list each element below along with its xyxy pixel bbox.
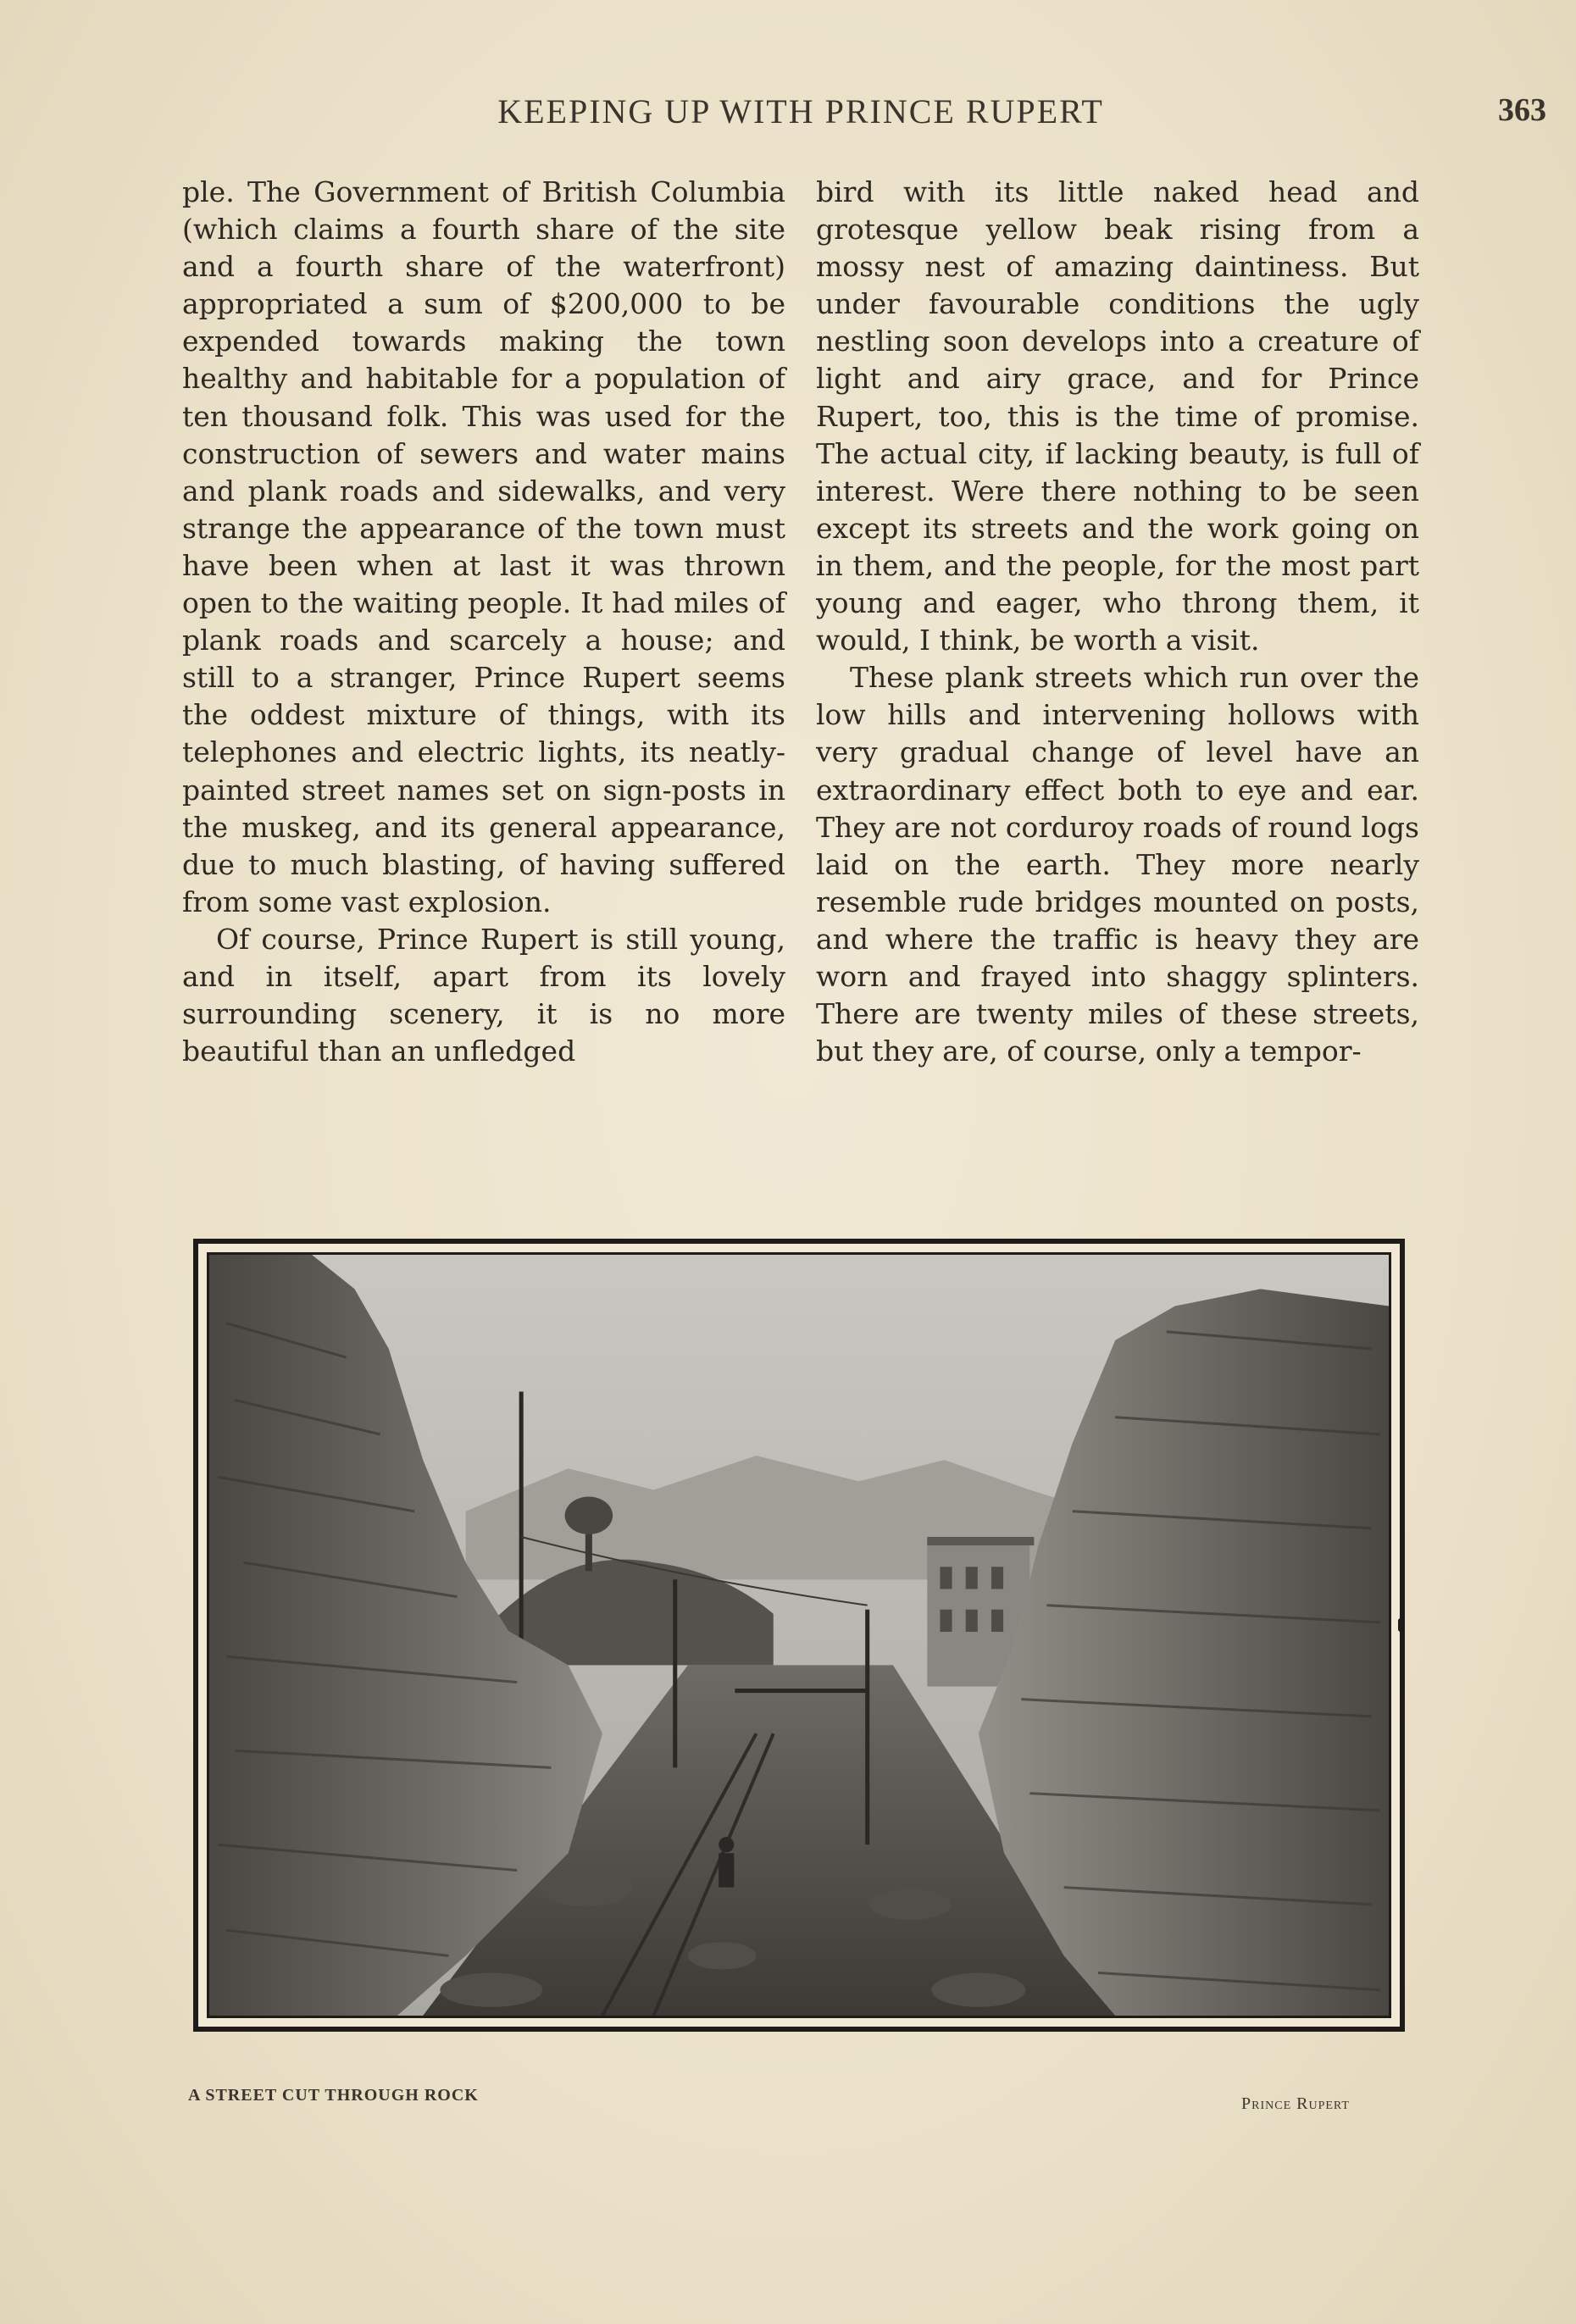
running-title: KEEPING UP WITH PRINCE RUPERT bbox=[497, 92, 1104, 130]
paragraph: These plank streets which run over the low hills and intervening hollows with very gradual change of level have an extraordinary effect both to eye and ear. They are not corduroy roads of round logs laid on the earth. They more nearly resemble rude bridges mounted on posts, and where the traffic is heavy they are worn and frayed into shaggy splinters. There are twenty miles of these streets, but they are, of course, only a tempor- bbox=[816, 661, 1419, 1068]
paragraph: Of course, Prince Rupert is still young, and in itself, apart from its lovely surrounding scenery, it is no more beautiful than an unfledged bbox=[182, 922, 785, 1068]
building-roofline bbox=[927, 1537, 1034, 1545]
workman-figure bbox=[719, 1837, 734, 1888]
page-number: 363 bbox=[1498, 92, 1546, 128]
text-column-left bbox=[182, 174, 785, 1070]
stray-ink-mark bbox=[1398, 1618, 1403, 1632]
paragraph: ple. The Government of British Columbia (which claims a fourth share of the site and a fourth share of the waterfront) appropriated a sum of $200,000 to be expended towards making the town healthy and habitable for a population of ten thousand folk. This was used for the construction of sewers and water mains and plank roads and sidewalks, and very strange the appearance of the town must have been when at last it was thrown open to the waiting people. It had miles of plank roads and scarcely a house; and still to a stranger, Prince Rupert seems the oddest mixture of things, with its telephones and electric lights, its neatly-painted street names set on sign-posts in the muskeg, and its general appearance, due to much blasting, of having suffered from some vast explosion. bbox=[182, 175, 785, 918]
figure-credit: Prince Rupert bbox=[1241, 2094, 1350, 2113]
figure-caption: A STREET CUT THROUGH ROCK bbox=[188, 2086, 479, 2105]
street-rock-cut-photo bbox=[209, 1255, 1389, 2016]
text-column-right bbox=[816, 174, 1419, 1070]
running-head bbox=[182, 92, 1546, 134]
paragraph: bird with its little naked head and grotesque yellow beak rising from a mossy nest of amazing daintiness. But under favourable conditions the ugly nestling soon develops into a creature of light and airy grace, and for Prince Rupert, too, this is the time of promise. The actual city, if lacking beauty, is full of interest. Were there nothing to be seen except its streets and the work going on in them, and the people, for the most part young and eager, who throng them, it would, I think, be worth a visit. bbox=[816, 175, 1419, 657]
photo-plate-frame bbox=[193, 1239, 1405, 2032]
tree-crown bbox=[565, 1497, 613, 1534]
